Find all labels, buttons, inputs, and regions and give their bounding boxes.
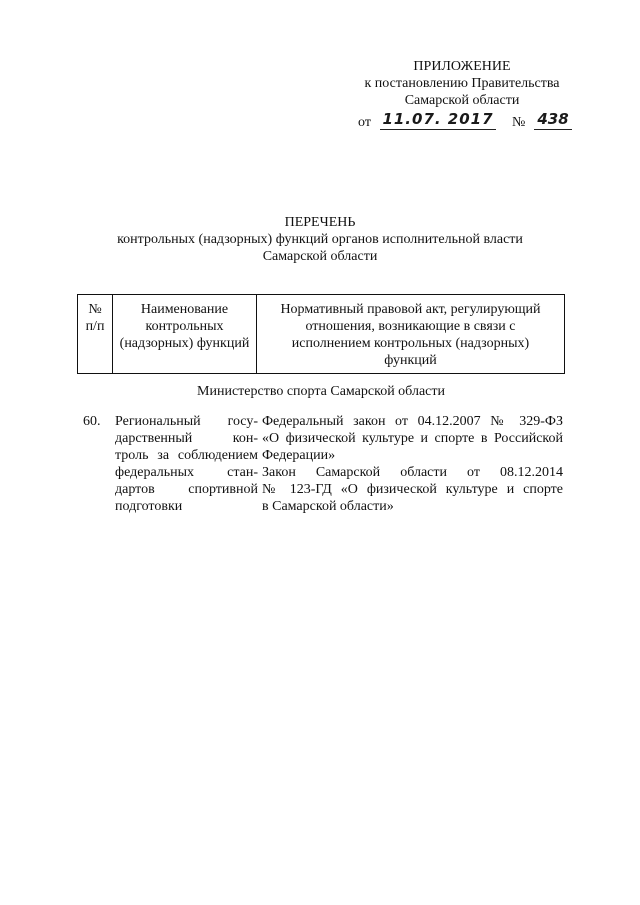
title-heading: ПЕРЕЧЕНЬ (284, 215, 356, 230)
legal-act-regional-law (262, 464, 563, 515)
header-cell-text: исполнением контрольных (надзорных) (291, 336, 530, 351)
date-number-line (352, 111, 572, 131)
header-cell-text: отношения, возникающие в связи с (305, 319, 516, 334)
entry-function-name (115, 413, 258, 515)
list-table-header (77, 294, 565, 374)
header-cell-number (78, 295, 113, 374)
appendix-title: ПРИЛОЖЕНИЕ (413, 59, 511, 74)
table-header-row (78, 295, 565, 374)
header-cell-legal-act (257, 295, 565, 374)
act-line: Закон Самарской области от 08.12.2014 (262, 465, 563, 480)
handwritten-date: 11.07. 2017 (380, 111, 496, 130)
function-line: троль за соблюдением (115, 448, 258, 463)
act-line: № 123-ГД «О физической культуре и спорте (262, 482, 563, 497)
header-cell-text: п/п (85, 319, 105, 334)
header-cell-text: № (88, 302, 102, 317)
function-line: Региональный госу- (115, 414, 258, 429)
header-cell-text: (надзорных) функций (119, 336, 250, 351)
handwritten-number: 438 (534, 111, 572, 130)
act-line: «О физической культуре и спорте в Российской (262, 431, 563, 446)
header-cell-text: Нормативный правовой акт, регулирующий (280, 302, 541, 317)
function-line: подготовки (115, 499, 183, 514)
header-cell-function-name (113, 295, 257, 374)
ministry-heading: Министерство спорта Самарской области (197, 384, 445, 399)
appendix-line-resolution: к постановлению Правительства (364, 76, 560, 91)
header-cell-text: Наименование (140, 302, 229, 317)
function-line: федеральных стан- (115, 465, 258, 480)
header-cell-text: функций (384, 353, 437, 368)
appendix-line-region: Самарской области (404, 93, 520, 108)
number-label: № (512, 115, 526, 130)
entry-legal-acts (262, 413, 563, 515)
appendix-header (352, 58, 572, 131)
date-label: от (358, 115, 371, 130)
act-line: в Самарской области» (262, 499, 394, 514)
title-region: Самарской области (262, 249, 378, 264)
entry-number: 60. (83, 414, 101, 429)
function-line: дарственный кон- (115, 431, 258, 446)
act-line: Федерации» (262, 448, 336, 463)
header-cell-text: контрольных (145, 319, 224, 334)
document-title (60, 214, 580, 265)
legal-act-federal-law (262, 413, 563, 464)
function-line: дартов спортивной (115, 482, 258, 497)
title-subheading: контрольных (надзорных) функций органов исполнительной власти (117, 232, 523, 247)
act-line: Федеральный закон от 04.12.2007 № 329-ФЗ (262, 414, 563, 429)
